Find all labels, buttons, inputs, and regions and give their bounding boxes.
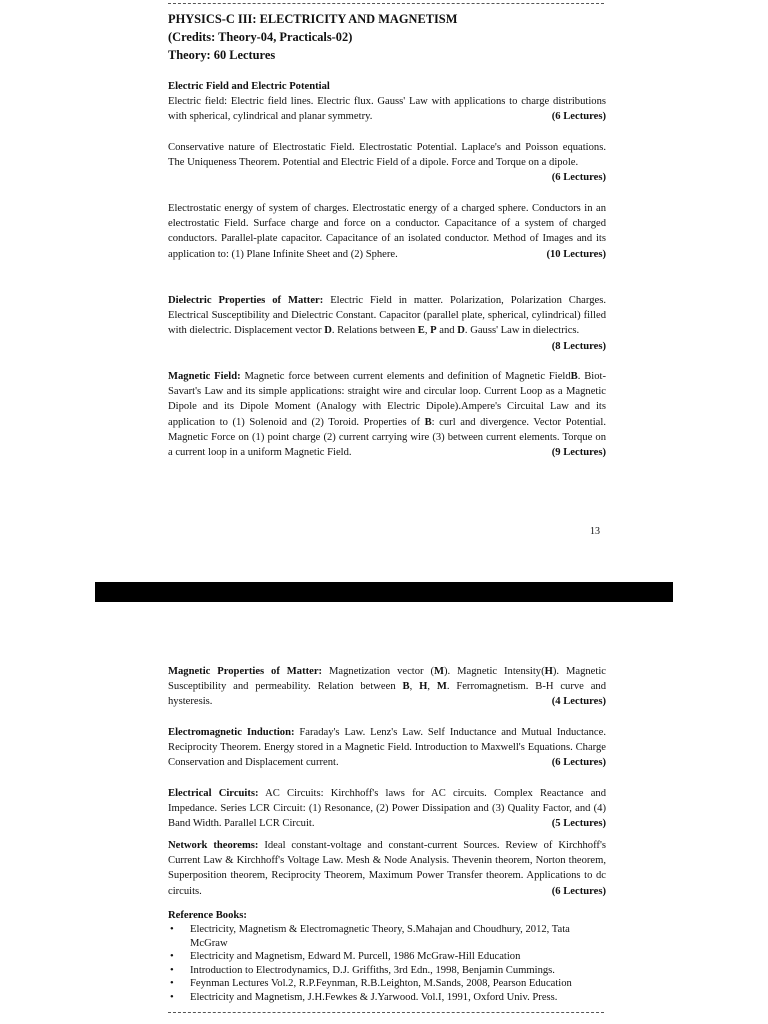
section-body: AC Circuits: Kirchhoff's laws for AC circuits. Complex Reactance and Impedance. Series LCR Circuit: (1) Resonance, (2) Power Dissipation and (3) Quality Factor, and (4) Band Width. Parallel LCR Circuit. (168, 788, 606, 830)
lecture-count: (4 Lectures) (551, 696, 606, 708)
bullet-icon: • (170, 991, 174, 1003)
course-heading (168, 10, 606, 64)
section-body: Ideal constant-voltage and constant-current Sources. Review of Kirchhoff's Current Law & Kirchhoff's Voltage Law. Mesh & Node Analysis. Thevenin theorem, Norton theorem, Superposition theorem, Reciprocity Theorem, Maximum Power Transfer theorem. Applications to dc circuits. (168, 840, 606, 897)
section-title: Magnetic Properties of Matter: (168, 666, 323, 677)
section-title: Electromagnetic Induction: (168, 727, 295, 738)
section-title: Dielectric Properties of Matter: (168, 295, 324, 306)
section-title: Electric Field and Electric Potential (168, 81, 330, 92)
section-magnetic-properties: Magnetic Properties of Matter: Magnetization vector (M). Magnetic Intensity(H). Magnetic Susceptibility and permeability. Relation between B, H, M. Ferromagnetism. B-H curve and hysteresis. (4 Lectures) (168, 664, 606, 710)
lecture-count: (6 Lectures) (551, 111, 606, 123)
document-page-14 (0, 604, 768, 1024)
page-number: 13 (590, 526, 600, 537)
course-theory-lectures: Theory: 60 Lectures (168, 48, 276, 62)
section-electrostatic-potential (168, 140, 606, 186)
section-dielectric-properties: Dielectric Properties of Matter: Electric Field in matter. Polarization, Polarization Charges. Electrical Susceptibility and Dielectric Constant. Capacitor (parallel plate, spherical, cylindrical) filled with dielectric. Displacement vector D. Relations between E, P and D. Gauss' Law in dielectrics. (8 Lectures) (168, 293, 606, 354)
bullet-icon: • (170, 924, 174, 935)
section-title: Electrical Circuits: (168, 788, 259, 799)
lecture-count: (5 Lectures) (551, 818, 606, 830)
section-magnetic-field: Magnetic Field: Magnetic force between current elements and definition of Magnetic FieldB. Biot-Savart's Law and its simple applications: straight wire and circular loop. Current Loop as a Magnetic Dipole and its Dipole Moment (Analogy with Electric Dipole).Ampere's Circuital Law and its application to (1) Solenoid and (2) Toroid. Properties of B: curl and divergence. Vector Potential. Magnetic Force on (1) point charge (2) current carrying wire (3) between current elements. Torque on a current loop in a uniform Magnetic Field. (9 Lectures) (168, 369, 606, 460)
lecture-count: (6 Lectures) (551, 757, 606, 769)
list-item: • Feynman Lectures Vol.2, R.P.Feynman, R.B.Leighton, M.Sands, 2008, Pearson Education (170, 978, 572, 990)
section-network-theorems (168, 838, 606, 899)
section-body: Faraday's Law. Lenz's Law. Self Inductance and Mutual Inductance. Reciprocity Theorem. Energy stored in a Magnetic Field. Introduction to Maxwell's Equations. Charge Conservation and Displacement current. (168, 727, 606, 769)
page-separator-bar (95, 582, 673, 602)
section-body: Conservative nature of Electrostatic Field. Electrostatic Potential. Laplace's and Poisson equations. The Uniqueness Theorem. Potential and Electric Field of a dipole. Force and Torque on a dipole. (168, 142, 606, 169)
list-item: • Electricity and Magnetism, J.H.Fewkes & J.Yarwood. Vol.I, 1991, Oxford Univ. Press. (170, 991, 558, 1003)
reference-books (168, 908, 606, 1005)
lecture-count: (10 Lectures) (546, 248, 606, 260)
lecture-count: (6 Lectures) (551, 885, 606, 897)
course-title: PHYSICS-C III: ELECTRICITY AND MAGNETISM (168, 12, 458, 26)
section-electrostatic-energy (168, 201, 606, 262)
course-credits: (Credits: Theory-04, Practicals-02) (168, 30, 353, 44)
section-electric-field (168, 79, 606, 125)
section-title: Network theorems: (168, 840, 259, 851)
bullet-icon: • (170, 978, 174, 990)
lecture-count: (8 Lectures) (551, 340, 606, 352)
section-body: Electrostatic energy of system of charges. Electrostatic energy of a charged sphere. Conductors in an electrostatic Field. Surface charge and force on a conductor. Capacitance of a system of charged conductors. Parallel-plate capacitor. Capacitance of an isolated conductor. Method of Images and its application to: (1) Plane Infinite Sheet and (2) Sphere. (168, 203, 606, 260)
list-item: • Introduction to Electrodynamics, D.J. Griffiths, 3rd Edn., 1998, Benjamin Cummings. (170, 964, 555, 976)
lecture-count: (9 Lectures) (551, 447, 606, 459)
top-dashed-rule (168, 3, 604, 4)
bullet-icon: • (170, 951, 174, 963)
list-item: • Electricity, Magnetism & Electromagnetic Theory, S.Mahajan and Choudhury, 2012, Tata McGraw (170, 924, 570, 949)
reference-books-title: Reference Books: (168, 910, 247, 921)
section-electrical-circuits (168, 786, 606, 832)
bottom-dashed-rule (168, 1012, 604, 1013)
reference-list (168, 923, 606, 1005)
bullet-icon: • (170, 964, 174, 976)
list-item: • Electricity and Magnetism, Edward M. Purcell, 1986 McGraw-Hill Education (170, 951, 521, 963)
section-title: Magnetic Field: (168, 371, 241, 382)
section-electromagnetic-induction (168, 725, 606, 771)
section-body: Electric field: Electric field lines. Electric flux. Gauss' Law with applications to charge distributions with spherical, cylindrical and planar symmetry. (168, 96, 606, 123)
lecture-count: (6 Lectures) (551, 172, 606, 184)
